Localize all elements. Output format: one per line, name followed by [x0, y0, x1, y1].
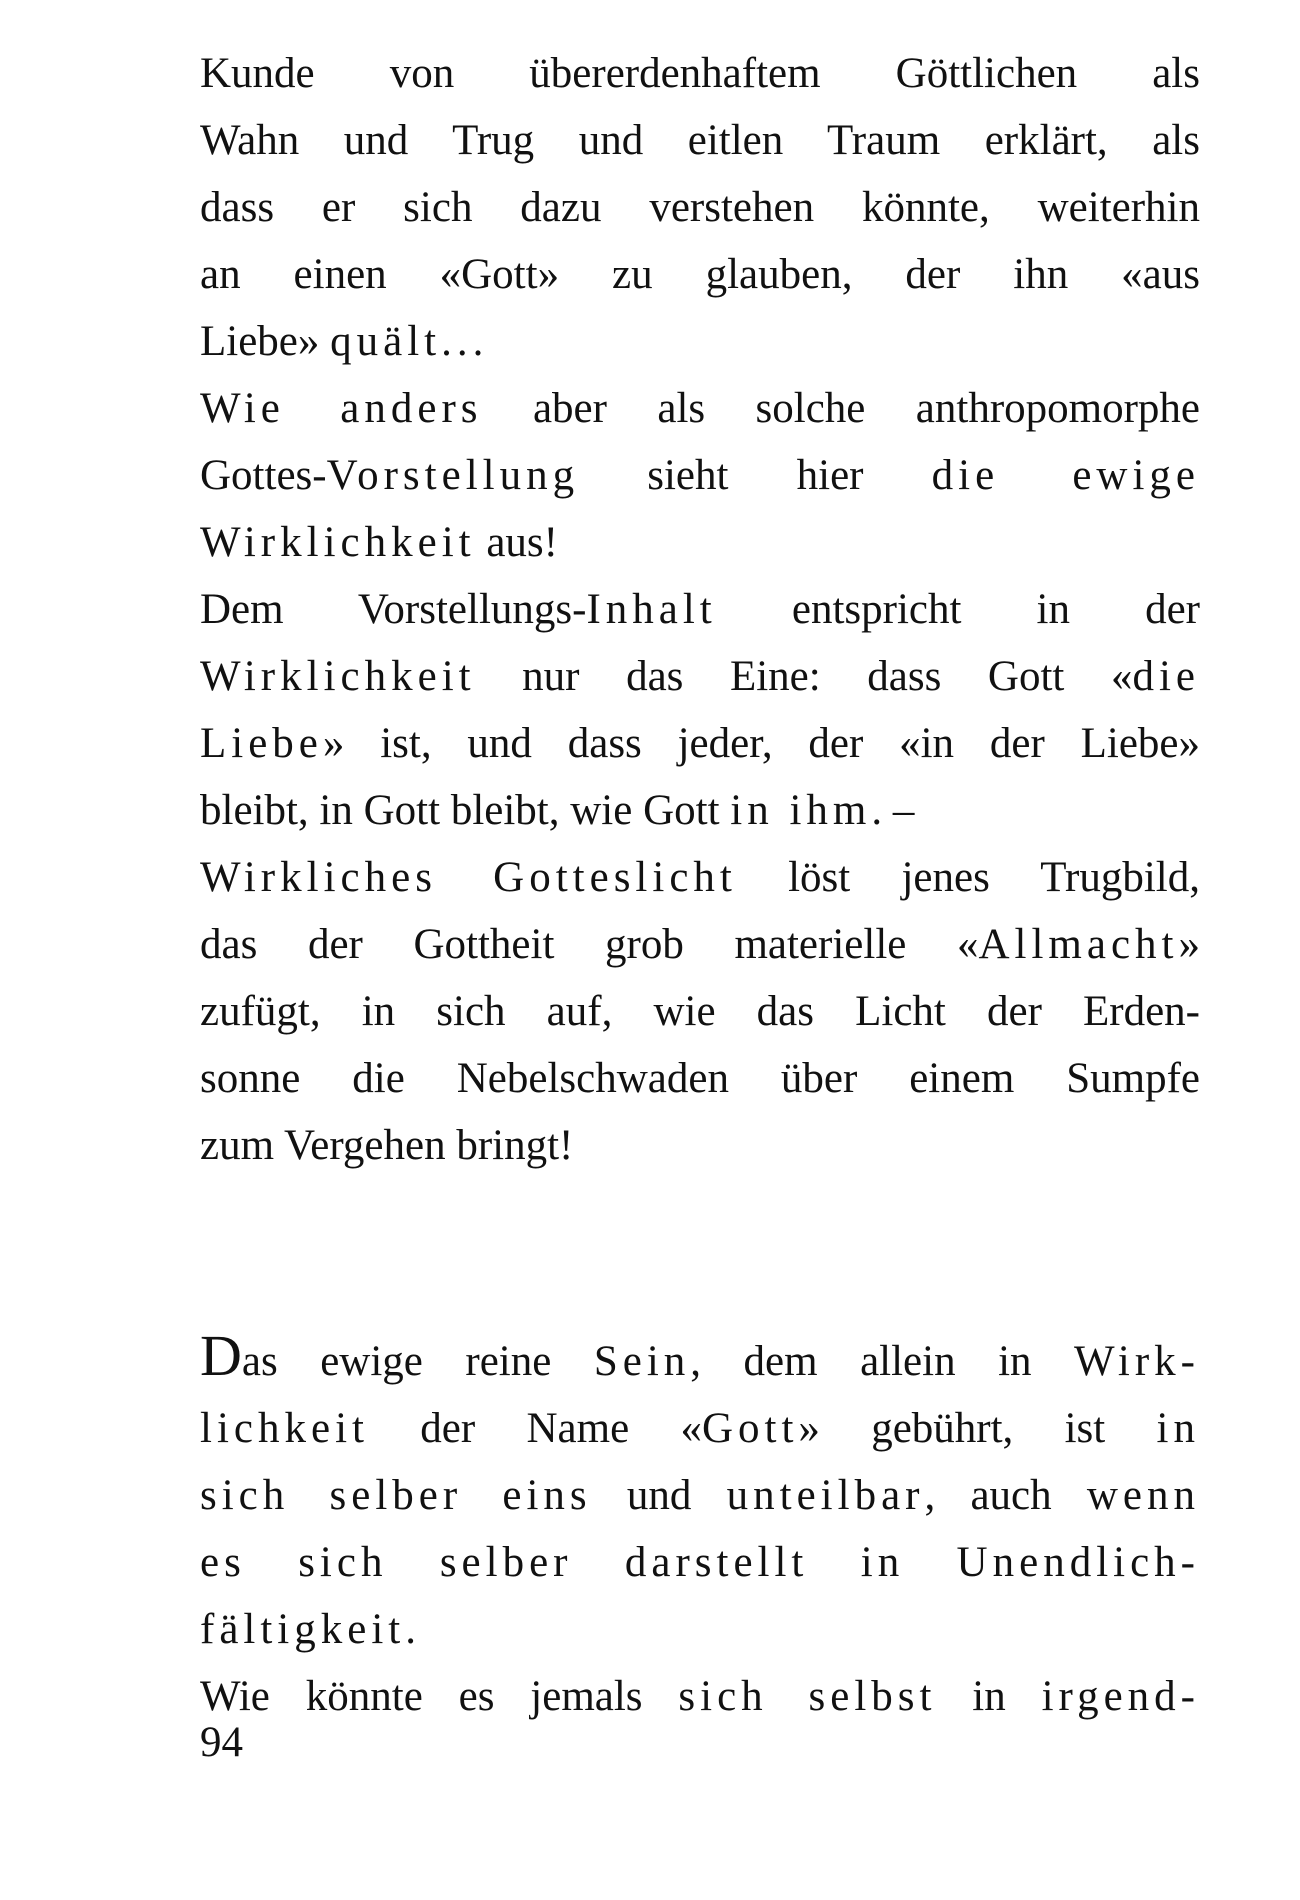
text-run: , dem allein in: [690, 1338, 1075, 1385]
spaced-emphasis: die ewige: [931, 452, 1200, 499]
text-line: [200, 308, 1200, 375]
text-line: [200, 1529, 1200, 1596]
spaced-emphasis: Gott: [701, 1405, 799, 1452]
spaced-emphasis: wenn: [1086, 1472, 1201, 1519]
spaced-emphasis: Vorstellung: [326, 452, 580, 499]
text-run: das der Gottheit grob materielle «: [200, 921, 979, 968]
text-line: [200, 1395, 1200, 1462]
text-run: und: [591, 1472, 727, 1519]
text-line: [200, 442, 1200, 509]
text-run: Wie könnte es jemals: [200, 1673, 679, 1720]
text-run: dass er sich dazu verstehen könnte, weiterhin: [200, 184, 1200, 231]
spaced-emphasis: Wirklichkeit: [200, 653, 476, 700]
text-run: zufügt, in sich auf, wie das Licht der Erden-: [200, 988, 1200, 1035]
text-line: [200, 978, 1200, 1045]
text-line: [200, 777, 1200, 844]
spaced-emphasis: es sich selber darstellt in Unendlich-: [200, 1539, 1200, 1586]
text-run: in: [936, 1673, 1042, 1720]
text-run: Gottes-: [200, 452, 327, 499]
text-run: Wahn und Trug und eitlen Traum erklärt, als: [200, 117, 1200, 164]
text-run: sieht hier: [579, 452, 932, 499]
text-line: [200, 643, 1200, 710]
text-run: »: [1178, 921, 1200, 968]
text-run: Liebe»: [200, 318, 331, 365]
text-run: as ewige reine: [241, 1338, 594, 1385]
paragraph-block-top: [200, 40, 1200, 1179]
drop-cap: D: [200, 1323, 242, 1388]
text-run: » ist, und dass jeder, der «in der Liebe»: [322, 720, 1200, 767]
spaced-emphasis: fältigkeit.: [200, 1606, 421, 1653]
text-run: Kunde von übererdenhaftem Göttlichen als: [200, 50, 1200, 97]
spaced-emphasis: Wirk-: [1074, 1338, 1200, 1385]
page-number: 94: [200, 1719, 243, 1766]
text-line: [200, 1112, 1200, 1179]
spaced-emphasis: Wie anders: [200, 385, 483, 432]
spaced-emphasis: Wirklichkeit: [200, 519, 476, 566]
text-run: aber als solche anthropomorphe: [482, 385, 1201, 432]
text-line: [200, 174, 1200, 241]
spaced-emphasis: lichkeit: [200, 1405, 369, 1452]
text-line: [200, 40, 1200, 107]
text-line: [200, 509, 1200, 576]
spaced-emphasis: in: [1156, 1405, 1200, 1452]
text-run: aus!: [475, 519, 558, 566]
spaced-emphasis: quält...: [330, 318, 489, 365]
spaced-emphasis: unteilbar: [726, 1472, 925, 1519]
text-line: [200, 1045, 1200, 1112]
spaced-emphasis: Liebe: [200, 720, 323, 767]
text-run: löst jenes Trugbild,: [736, 854, 1200, 901]
text-run: Dem Vorstellungs-: [200, 586, 587, 633]
text-run: bleibt, in Gott bleibt, wie Gott: [200, 787, 731, 834]
paragraph-block-bottom: [200, 1323, 1201, 1730]
text-line: [200, 844, 1200, 911]
spaced-emphasis: Inhalt: [586, 586, 717, 633]
text-run: der Name «: [368, 1405, 702, 1452]
text-line: [200, 107, 1200, 174]
text-run: an einen «Gott» zu glauben, der ihn «aus: [200, 251, 1200, 298]
text-run: » gebührt, ist: [798, 1405, 1157, 1452]
spaced-emphasis: Wirkliches Gotteslicht: [200, 854, 737, 901]
text-line: [200, 576, 1200, 643]
text-run: zum Vergehen bringt!: [200, 1122, 574, 1169]
spaced-emphasis: sich selber eins: [200, 1472, 592, 1519]
text-line: [200, 1462, 1200, 1529]
text-run: , auch: [924, 1472, 1087, 1519]
text-line: [200, 241, 1200, 308]
text-line: [200, 911, 1200, 978]
spaced-emphasis: Allmacht: [978, 921, 1179, 968]
text-run: . –: [871, 787, 915, 834]
spaced-emphasis: Sein: [593, 1338, 691, 1385]
text-run: entspricht in der: [716, 586, 1200, 633]
text-line: [200, 1596, 1200, 1663]
text-line: [200, 710, 1200, 777]
text-line: [200, 1663, 1200, 1730]
spaced-emphasis: sich selbst: [678, 1673, 937, 1720]
text-run: sonne die Nebelschwaden über einem Sumpfe: [200, 1055, 1200, 1102]
text-line: [200, 1323, 1200, 1395]
spaced-emphasis: in ihm: [730, 787, 872, 834]
spaced-emphasis: die: [1132, 653, 1200, 700]
text-run: nur das Eine: dass Gott «: [475, 653, 1133, 700]
text-line: [200, 375, 1200, 442]
spaced-emphasis: irgend-: [1041, 1673, 1200, 1720]
